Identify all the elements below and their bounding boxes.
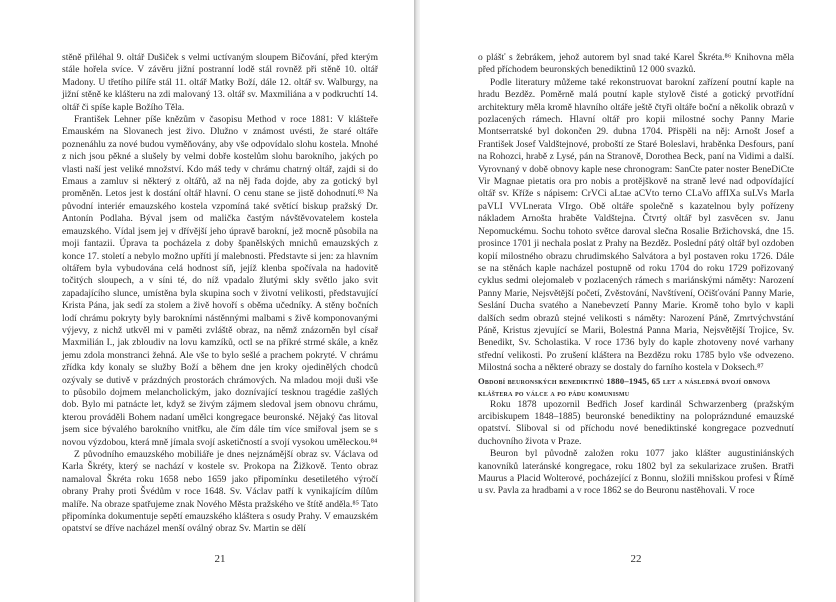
paragraph: František Lehner píše knězům v časopisu Method v roce 1881: V klášteře Emauském na Slovanech jest živo. Dlužno v známost uvésti, že staré oltáře poznenáhlu za nové budou vyměňovány, aby vše odpovídalo slohu kostela. Mnohé z nich jsou pěkné a slušely by velmi dobře kostelům slohu barokního, jakých po vlasti naší jest veliké množství. Kdo máš tedy v chrámu chatrný oltář, zajdi si do Emaus a zamluv si některý z oltářů, až na něj řada dojde, aby za gotický byl proměněn. Letos jest k dostání oltář hlavní. O cenu stane se jistě dohodnutí.⁸³ Na původní interiér emauzského kostela vzpomíná také světící biskup pražský Dr. Antonín Podlaha. Býval jsem od malička častým návštěvovatelem kostela emauzského. Vídal jsem jej v dřívější jeho úpravě barokní, jež mocně působila na moji fantazii. Úprava ta pocházela z doby španělských mnichů emauzských z konce 17. století a nebylo možno upříti jí malebnosti. Představte si jen: za hlavním oltářem byla vybudována celá hodnost síň, jejíž klenba spočívala na hadovitě točitých sloupech, a v síni té, do níž vpadalo žlutými skly světlo jako svit zapadajícího slunce, umístěna byla skupina soch v životní velikosti, představující Krista Pána, jak sedí za stolem a živě hovoří s oběma učedníky. A stěny bočních lodí chrámu pokryty byly barokními nástěnnými malbami s živě komponovanými výjevy, z nichž utkvěl mi v paměti zvláště obraz, na němž znázorněn byl císař Maxmilián I., jak zbloudiv na lovu kamzíků, octl se na příkré strmé skále, a kněz jemu zdola monstranci žehná. Ale vše to bylo sešlé a prachem pokryté. V chrámu zřídka kdy konaly se služby Boží a během dne jen kroky ojedinělých chodců ozývaly se dutivě v prázdných prostorách chrámových. Na mladou moji duši vše to působilo dojmem melancholickým, jako doznívající tesknou tragédie zašlých dob. Bylo mi patnácte let, když se živým zájmem sledoval jsem obnovu chrámu, kterou prováděli Bohem nadaní umělci kongregace beuronské. Nějaký čas litoval jsem sice bývalého barokního vnitřku, ale čím dále tím více smiřoval jsem se s novou výzdobou, která mně jímala svojí asketičností a svojí vysokou uměleckou.⁸⁴ — [62, 115, 378, 448]
paragraph: Z původního emauzského mobiliáře je dnes nejznámější obraz sv. Václava od Karla Škréty, který se nachází v kostele sv. Prokopa na Žižkově. Tento obraz namaloval Škréta roku 1658 nebo 1659 jako připomínku desetiletého výročí obrany Prahy proti Švédům v roce 1648. Sv. Václav patří k vynikajícím dílům malíře. Na obraze spatřujeme znak Nového Města pražského ve štítě anděla.⁸⁵ Tato připomínka dokumentuje sepětí emauzského kláštera s osudy Prahy. V emauzském opatství se dříve nacházel menší oválný obraz Sv. Martin se dělí — [62, 450, 378, 535]
left-page — [0, 0, 416, 602]
paragraph: Roku 1878 upozornil Bedřich Josef kardinál Schwarzenberg (pražským arcibiskupem 1848–1885) beuronské benediktiny na polopráznduné emauzské opatství. Sliboval si od příchodu nové benediktinské kongregace pozvednutí duchovního života v Praze. — [478, 399, 794, 447]
paragraph: Beuron byl původně založen roku 1077 jako klášter augustiniánských kanovníků lateránské kongregace, roku 1802 byl za sekularizace zrušen. Bratři Maurus a Placid Wolterové, pocházející z Bonnu, složili mnišskou profesi v Římě u sv. Pavla za hradbami a v roce 1862 se do Beuronu nastěhovali. V roce — [478, 449, 794, 497]
paragraph: stěně přiléhal 9. oltář Dušiček s velmi uctívaným sloupem Bičování, před kterým stále hořela svíce. V závěru jižní postranní lodě stál rovněž při stěně 10. oltář Madony. U třetího pilíře stál 11. oltář Matky Boží, dále 12. oltář sv. Walburgy, na jižní stěně ke klášteru na zdi malovaný 13. oltář sv. Maxmiliána a v podkruchtí 14. oltář či spíše kaple Božího Těla. — [62, 53, 378, 113]
paragraph: Podle literatury můžeme také rekonstruovat barokní zařízení poutní kaple na hradu Bezděz. Poměrně malá poutní kaple stylově čisté a gotický prvotřídní architektury měla kromě hlavního oltáře ještě čtyři oltáře boční a několik obrazů v pozlacených rámech. Hlavní oltář pro kopii milostné sochy Panny Marie Montserratské byl dokončen 29. dubna 1704. Přispěli na něj: Arnošt Josef a František Josef Valdštejnové, proboští ze Staré Boleslavi, hraběnka Desfours, paní na Rohozci, hrabě z Lysé, pán na Stranově, Dorothea Beck, paní na Vidimi a další. Vyrovnaný v době obnovy kaple nese chronogram: SanCte pater noster BeneDiCte Vir Magnae pietatis ora pro nobis a protějškově na straně levé nad odpovídající oltář sv. Kříže s nápisem: CrVCi aLtae aCVto terno CLaVo affIXa suLVs MarIa paVLI VVLnerata VIrgo. Obě oltáře společně s kazatelnou byly pořízeny nákladem Arnošta hraběte Valdštejna. Čtvrtý oltář byl zasvěcen sv. Janu Nepomuckému. Sochu tohoto světce daroval slečna Rosalie Bržichovská, dne 15. prosince 1701 ji nechala poslat z Prahy na Bezděz. Poslední pátý oltář byl ozdoben kopií milostného obrazu chrudimského Salvátora a byl postaven roku 1726. Dále se na stěnách kaple nacházel postupně od roku 1704 do roku 1729 pořizovaný cyklus sedmi olejomaleb v pozlacených rámech s mariánskými náměty: Narození Panny Marie, Nejsvětější početí, Zvěstování, Navštívení, Očišťování Panny Marie, Seslání Ducha svatého a Nanebevzetí Panny Marie. Kromě toho bylo v kapli dalších sedm obrazů stejné velikosti s náměty: Narození Páně, Zmrtvýchvstání Páně, Kristus zjevující se Marii, Bolestná Panna Maria, Nejsvětější Trojice, Sv. Benedikt, Sv. Scholastika. V roce 1736 byly do kaple zhotoveny nové varhany střední velikosti. Po zrušení kláštera na Bezdězu roku 1785 bylo vše odvezeno. Milostná socha a některé obrazy se dostaly do farního kostela v Doksech.⁸⁷ — [478, 77, 794, 374]
page-number: 21 — [214, 553, 226, 565]
right-page-text — [478, 52, 794, 498]
left-page-text — [62, 52, 378, 536]
page-number: 22 — [630, 553, 642, 565]
right-page — [420, 0, 836, 602]
paragraph: o plášť s žebrákem, jehož autorem byl snad také Karel Škréta.⁸⁶ Knihovna měla před příchodem beuronských benediktinů 12 000 svazků. — [478, 53, 794, 76]
section-heading: Období beuronských benediktinů 1880–1945, 65 let a následná dvojí obnova kláštera po válce a po pádu komunismu — [478, 375, 771, 398]
